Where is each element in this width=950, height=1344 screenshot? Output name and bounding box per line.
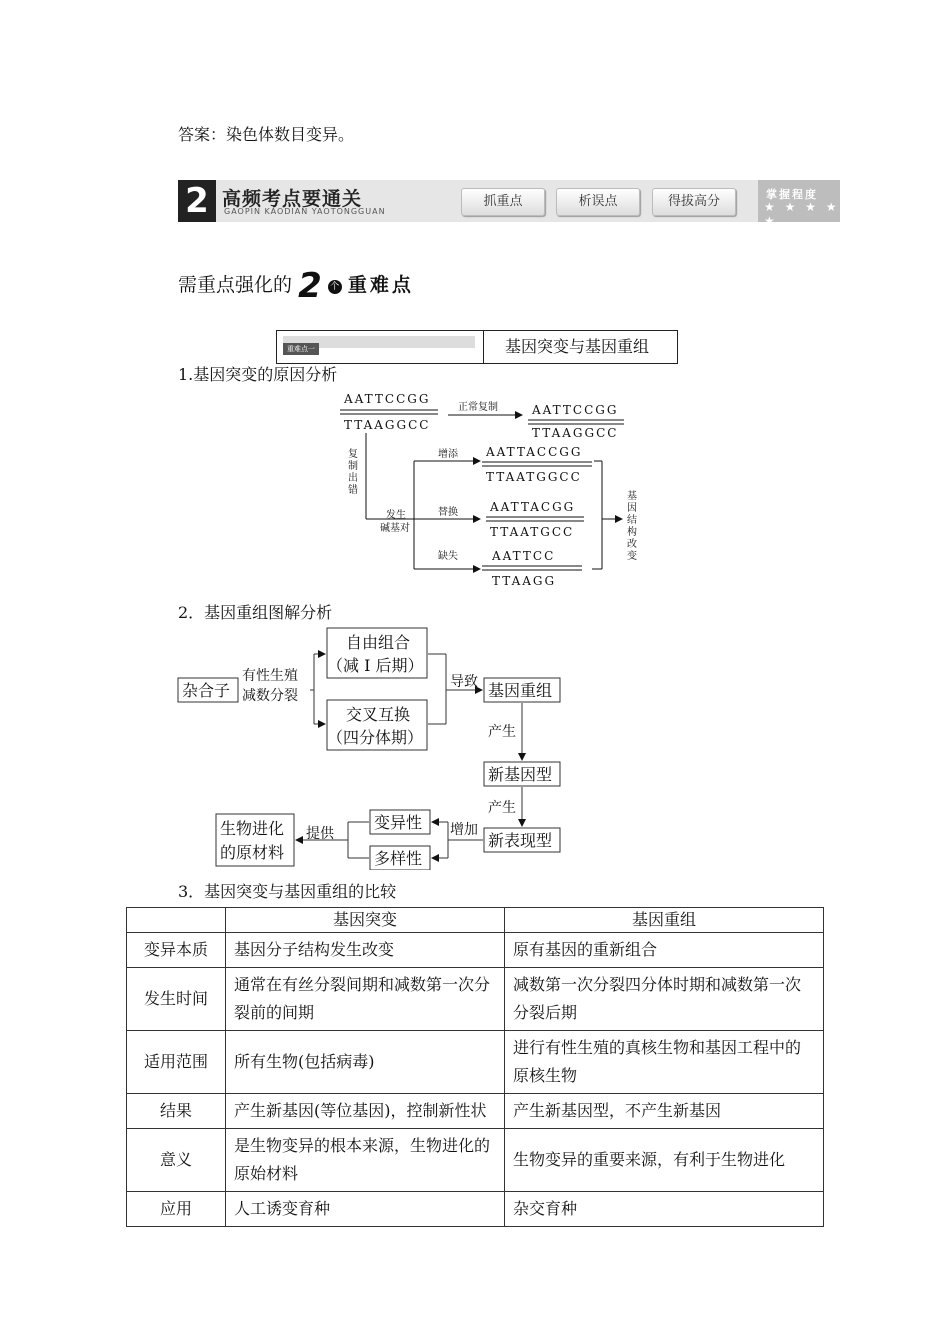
row-label: 意义 [127, 1129, 226, 1192]
table-row [127, 1031, 824, 1094]
table-row [127, 968, 824, 1031]
row-label: 变异本质 [127, 933, 226, 968]
table-header: 基因重组 [505, 908, 824, 933]
pair-label-2: 碱基对 [380, 523, 410, 534]
table-cell: 基因分子结构发生改变 [226, 933, 505, 968]
error-label-4: 错 [348, 485, 358, 496]
key-point-tag [283, 336, 475, 353]
banner-subtitle: GAOPIN KAODIAN YAOTONGGUAN [224, 207, 386, 216]
table-header [127, 908, 226, 933]
del-top: AATTCC [492, 549, 556, 563]
del-bottom: TTAAGG [492, 574, 557, 588]
table-row [127, 933, 824, 968]
table-cell: 是生物变异的根本来源，生物进化的原始材料 [226, 1129, 505, 1192]
evolution-material-2: 的原材料 [220, 843, 285, 862]
banner-title: 高频考点要通关 [222, 188, 363, 210]
comparison-table [126, 907, 824, 1227]
divider [483, 331, 484, 363]
sub-top: AATTACGG [490, 500, 576, 514]
pair-label-1: 发生 [386, 510, 406, 521]
result-label-6: 变 [627, 551, 637, 562]
new-phenotype: 新表现型 [488, 831, 553, 850]
crossing-over: 交叉互换 [346, 705, 411, 724]
table-cell: 人工诱变育种 [226, 1192, 505, 1227]
mistakes-button[interactable]: 析误点 [556, 188, 640, 216]
key-point-title: 基因突变与基因重组 [505, 337, 650, 356]
key-point-tag-label: 重难点一 [283, 343, 319, 355]
add-bottom: TTAATGGCC [486, 470, 582, 484]
table-cell: 杂交育种 [505, 1192, 824, 1227]
variability: 变异性 [374, 813, 423, 832]
heading-suffix: 重难点 [347, 274, 414, 296]
advanced-button[interactable]: 得拔高分 [652, 188, 736, 216]
result-label-1: 基 [627, 491, 637, 502]
heading-number: 2 [298, 266, 322, 306]
table-cell: 产生新基因(等位基因)，控制新性状 [226, 1094, 505, 1129]
section-banner [178, 180, 840, 228]
increase-label: 增加 [450, 822, 478, 838]
table-cell: 产生新基因型，不产生新基因 [505, 1094, 824, 1129]
original-bottom: TTAAGGCC [344, 418, 431, 432]
row-label: 发生时间 [127, 968, 226, 1031]
new-genotype: 新基因型 [488, 765, 553, 784]
heading-prefix: 需重点强化的 [178, 274, 293, 296]
normal-label: 正常复制 [458, 402, 498, 413]
mutation-diagram [330, 385, 650, 595]
produce-label-1: 产生 [488, 724, 516, 740]
add-label: 增添 [438, 449, 458, 460]
table-row [127, 1129, 824, 1192]
table-header: 基因突变 [226, 908, 505, 933]
del-label: 缺失 [438, 551, 458, 562]
result-label-3: 结 [627, 515, 637, 526]
table-cell: 通常在有丝分裂间期和减数第一次分裂前的间期 [226, 968, 505, 1031]
focus-button[interactable]: 抓重点 [461, 188, 545, 216]
original-top: AATTCCGG [344, 392, 431, 406]
error-label-1: 复 [348, 449, 358, 460]
mastery-panel [758, 180, 840, 228]
heading-counter: 个 [328, 280, 342, 294]
recombination-diagram [170, 620, 580, 870]
result-label-4: 构 [627, 527, 637, 538]
crossing-over-phase: （四分体期） [327, 728, 424, 747]
provide-label: 提供 [306, 826, 334, 842]
table-cell: 减数第一次分裂四分体时期和减数第一次分裂后期 [505, 968, 824, 1031]
result-label-5: 改 [627, 539, 637, 550]
table-header-row [127, 908, 824, 933]
error-label-3: 出 [348, 473, 358, 484]
lead-label: 导致 [450, 674, 478, 690]
row-label: 应用 [127, 1192, 226, 1227]
section2-title: 2．基因重组图解分析 [178, 603, 333, 622]
table-row [127, 1094, 824, 1129]
diversity: 多样性 [374, 849, 423, 868]
key-point-box [276, 330, 678, 364]
mastery-label: 掌握程度 [766, 188, 818, 201]
answer-text: 答案：染色体数目变异。 [178, 125, 355, 144]
mastery-stars-icon: ★ ★ ★ ★ ★ [764, 200, 840, 228]
table-cell: 所有生物(包括病毒) [226, 1031, 505, 1094]
row-label: 结果 [127, 1094, 226, 1129]
normal-top: AATTCCGG [532, 403, 619, 417]
heterozygote: 杂合子 [182, 681, 231, 700]
error-label-2: 制 [348, 461, 358, 472]
section-heading [178, 266, 414, 306]
evolution-material-1: 生物进化 [220, 819, 285, 838]
free-combination: 自由组合 [346, 633, 411, 652]
normal-bottom: TTAAGGCC [532, 426, 619, 440]
section3-title: 3．基因突变与基因重组的比较 [178, 882, 397, 901]
table-row [127, 1192, 824, 1227]
table-cell: 进行有性生殖的真核生物和基因工程中的原核生物 [505, 1031, 824, 1094]
process-2: 减数分裂 [242, 688, 298, 704]
add-top: AATTACCGG [486, 445, 583, 459]
banner-number: 2 [178, 180, 216, 222]
free-combination-phase: （减 Ⅰ 后期） [327, 656, 424, 675]
result-label-2: 因 [627, 503, 637, 514]
process-1: 有性生殖 [242, 668, 298, 684]
row-label: 适用范围 [127, 1031, 226, 1094]
produce-label-2: 产生 [488, 800, 516, 816]
section1-title: 1.基因突变的原因分析 [178, 365, 338, 384]
sub-label: 替换 [438, 507, 458, 518]
table-cell: 原有基因的重新组合 [505, 933, 824, 968]
sub-bottom: TTAATGCC [490, 525, 575, 539]
gene-recombination: 基因重组 [488, 681, 553, 700]
table-cell: 生物变异的重要来源，有利于生物进化 [505, 1129, 824, 1192]
